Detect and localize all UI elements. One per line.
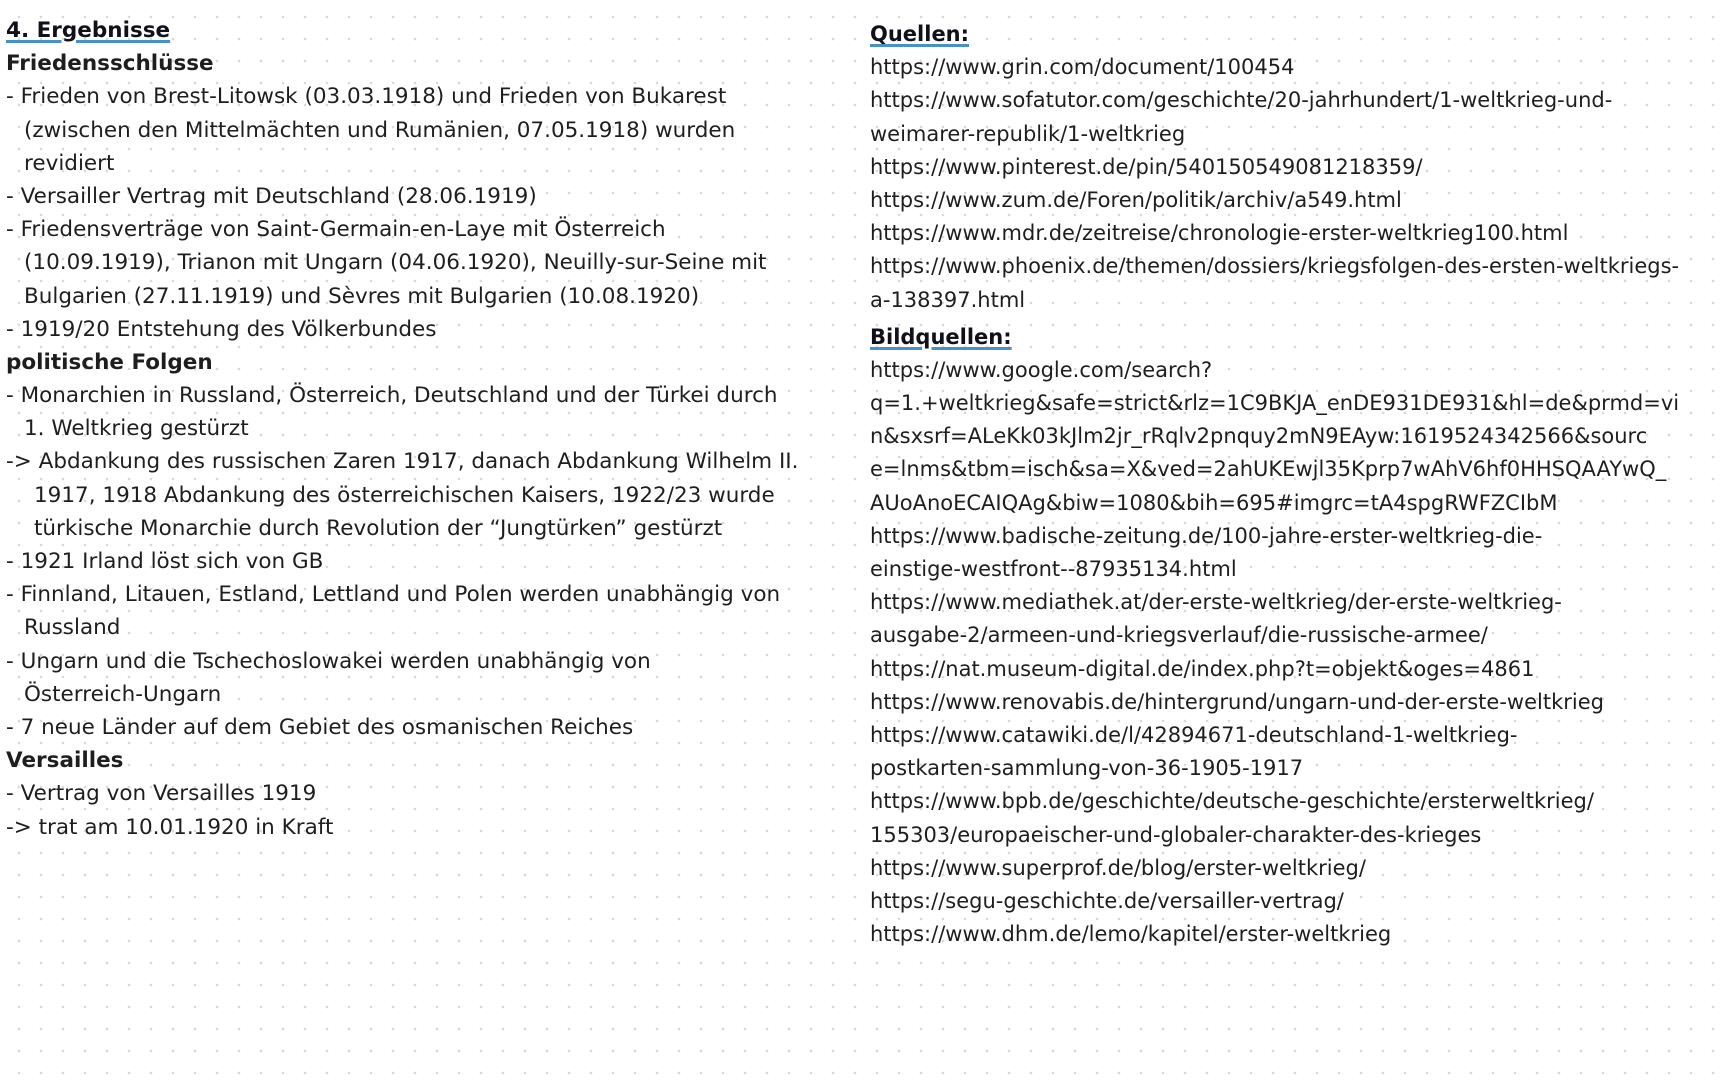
- image-source-link: https://www.renovabis.de/hintergrund/ungarn-und-der-erste-weltkrieg: [870, 689, 1604, 714]
- source-link: a-138397.html: [870, 287, 1026, 312]
- text-line: türkische Monarchie durch Revolution der “Jungtürken” gestürzt: [34, 515, 723, 541]
- text-line: (zwischen den Mittelmächten und Rumänien, 07.05.1918) wurden: [24, 117, 736, 143]
- subheading-friedensschluesse: Friedensschlüsse: [6, 51, 214, 77]
- image-source-link: AUoAnoECAIQAg&biw=1080&bih=695#imgrc=tA4spgRWFZCIbM: [870, 490, 1558, 515]
- text-line: Bulgarien (27.11.1919) und Sèvres mit Bulgarien (10.08.1920): [24, 283, 700, 309]
- subheading-versailles: Versailles: [6, 748, 124, 774]
- source-link: https://www.zum.de/Foren/politik/archiv/a549.html: [870, 187, 1402, 212]
- image-source-link: https://www.google.com/search?: [870, 357, 1213, 382]
- section-heading-bildquellen: Bildquellen:: [870, 324, 1012, 349]
- text-line: - 1921 Irland löst sich von GB: [6, 549, 324, 574]
- source-link: weimarer-republik/1-weltkrieg: [870, 121, 1186, 146]
- text-line: revidiert: [24, 150, 115, 176]
- image-source-link: postkarten-sammlung-von-36-1905-1917: [870, 756, 1304, 781]
- text-line: Russland: [24, 615, 121, 641]
- image-source-link: https://www.badische-zeitung.de/100-jahre-erster-weltkrieg-die-: [870, 523, 1543, 548]
- image-source-link: https://www.mediathek.at/der-erste-weltkrieg/der-erste-weltkrieg-: [870, 590, 1562, 615]
- image-source-link: n&sxsrf=ALeKk03kJlm2jr_rRqlv2pnquy2mN9EAyw:1619524342566&sourc: [870, 424, 1648, 449]
- text-line: 1917, 1918 Abdankung des österreichischen Kaisers, 1922/23 wurde: [34, 482, 775, 508]
- image-source-link: 155303/europaeischer-und-globaler-charakter-des-krieges: [870, 822, 1482, 847]
- image-source-link: einstige-westfront--87935134.html: [870, 557, 1237, 581]
- image-source-link: https://www.catawiki.de/l/42894671-deutschland-1-weltkrieg-: [870, 722, 1518, 747]
- image-source-link: https://segu-geschichte.de/versailler-vertrag/: [870, 888, 1344, 913]
- source-link: https://www.mdr.de/zeitreise/chronologie-erster-weltkrieg100.html: [870, 221, 1569, 246]
- right-column: [870, 14, 1720, 951]
- image-source-link: https://www.dhm.de/lemo/kapitel/erster-weltkrieg: [870, 922, 1392, 947]
- source-link: https://www.phoenix.de/themen/dossiers/kriegsfolgen-des-ersten-weltkriegs-: [870, 254, 1680, 279]
- text-line: - Ungarn und die Tschechoslowakei werden unabhängig von: [6, 648, 651, 674]
- text-line: - Versailler Vertrag mit Deutschland (28.06.1919): [6, 183, 537, 209]
- source-link: https://www.pinterest.de/pin/540150549081218359/: [870, 154, 1423, 179]
- image-source-link: e=lnms&tbm=isch&sa=X&ved=2ahUKEwjl35Kprp7wAhV6hf0HHSQAAYwQ_: [870, 457, 1667, 482]
- text-line: - 7 neue Länder auf dem Gebiet des osmanischen Reiches: [6, 714, 634, 740]
- section-heading-quellen: Quellen:: [870, 22, 970, 46]
- text-line: -> trat am 10.01.1920 in Kraft: [6, 814, 334, 840]
- left-column: [6, 14, 836, 844]
- text-line: (10.09.1919), Trianon mit Ungarn (04.06.1920), Neuilly-sur-Seine mit: [24, 250, 767, 276]
- section-heading-ergebnisse: 4. Ergebnisse: [6, 18, 171, 43]
- text-line: - Finnland, Litauen, Estland, Lettland und Polen werden unabhängig von: [6, 582, 781, 608]
- image-source-link: q=1.+weltkrieg&safe=strict&rlz=1C9BKJA_enDE931DE931&hl=de&prmd=vi: [870, 391, 1680, 416]
- subheading-politische-folgen: politische Folgen: [6, 349, 213, 375]
- text-line: 1. Weltkrieg gestürzt: [24, 416, 249, 442]
- source-link: https://www.grin.com/document/100454: [870, 55, 1295, 80]
- text-line: - Frieden von Brest-Litowsk (03.03.1918) und Frieden von Bukarest: [6, 84, 727, 110]
- source-link: https://www.sofatutor.com/geschichte/20-jahrhundert/1-weltkrieg-und-: [870, 88, 1613, 113]
- text-line: - Monarchien in Russland, Österreich, Deutschland und der Türkei durch: [6, 383, 778, 409]
- text-line: - Friedensverträge von Saint-Germain-en-Laye mit Österreich: [6, 217, 666, 243]
- image-source-link: https://nat.museum-digital.de/index.php?t=objekt&oges=4861: [870, 656, 1535, 681]
- image-source-link: ausgabe-2/armeen-und-kriegsverlauf/die-russische-armee/: [870, 623, 1488, 648]
- image-source-link: https://www.bpb.de/geschichte/deutsche-geschichte/ersterweltkrieg/: [870, 789, 1594, 814]
- text-line: Österreich-Ungarn: [24, 681, 222, 707]
- text-line: -> Abdankung des russischen Zaren 1917, danach Abdankung Wilhelm II.: [6, 449, 799, 475]
- text-line: - Vertrag von Versailles 1919: [6, 781, 317, 807]
- text-line: - 1919/20 Entstehung des Völkerbundes: [6, 316, 437, 342]
- image-source-link: https://www.superprof.de/blog/erster-weltkrieg/: [870, 855, 1366, 880]
